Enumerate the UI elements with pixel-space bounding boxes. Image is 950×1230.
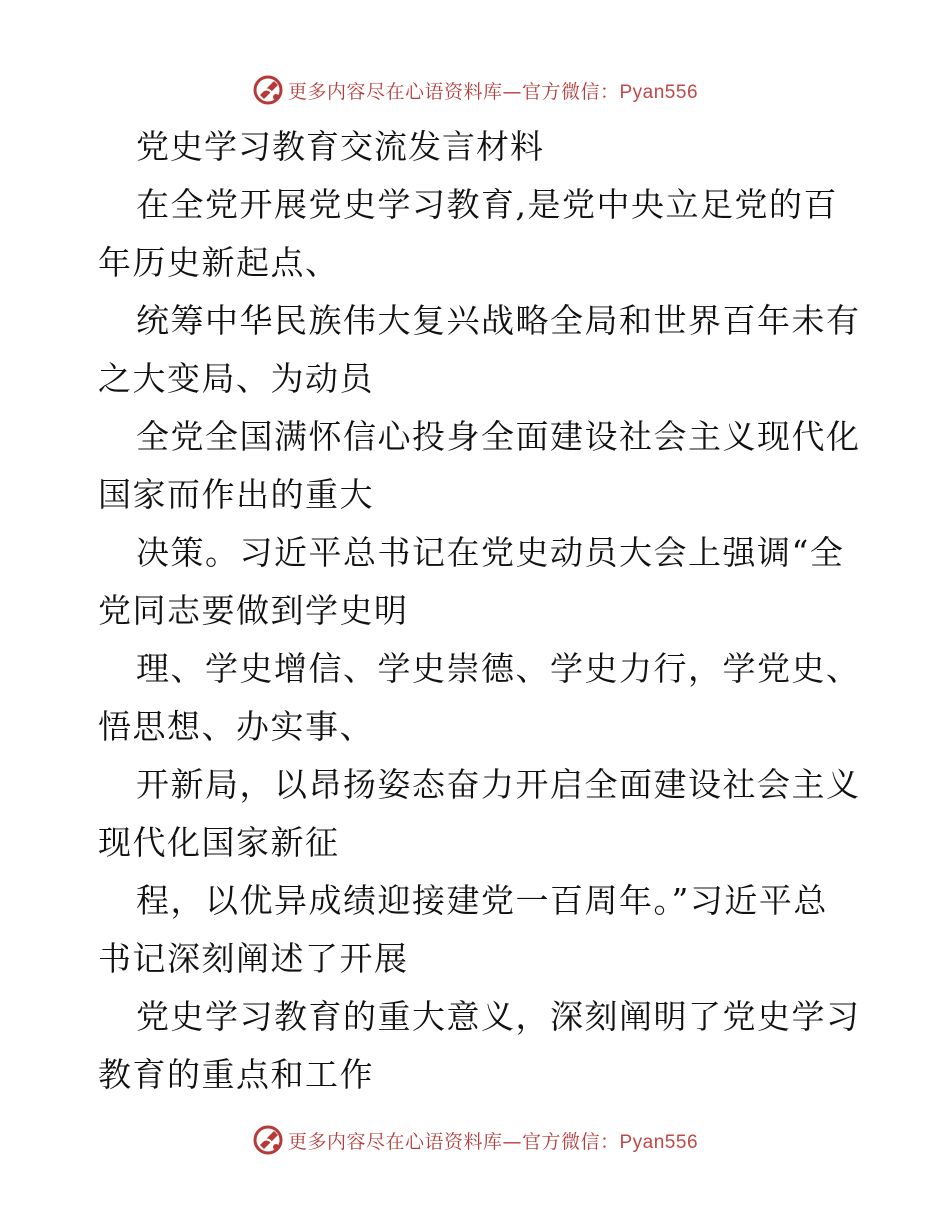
header-text xyxy=(288,77,698,104)
paragraph xyxy=(98,872,858,988)
paragraph-line: 统筹中华民族伟大复兴战略全局和世界百年未有 xyxy=(136,301,861,340)
paragraph xyxy=(98,640,861,756)
document-title: 党史学习教育交流发言材料 xyxy=(136,127,544,166)
footer-banner xyxy=(0,1120,950,1160)
paragraph-line: 年历史新起点、 xyxy=(98,243,340,282)
paragraph xyxy=(98,176,858,292)
document-body xyxy=(98,118,861,1104)
footer-site-name: 更多内容尽在心语资料库 xyxy=(287,1130,503,1153)
paragraph-line: 开新局，以昂扬姿态奋力开启全面建设社会主义 xyxy=(136,765,861,804)
header-banner xyxy=(0,70,950,110)
paragraph-line: 书记深刻阐述了开展 xyxy=(98,939,409,978)
paragraph-line: 程，以优异成绩迎接建党一百周年。”习近平总 xyxy=(136,881,828,920)
paragraph xyxy=(98,524,858,640)
paragraph-line: 之大变局、为动员 xyxy=(98,359,374,398)
footer-dash: — xyxy=(502,1130,522,1153)
paragraph xyxy=(98,756,861,872)
header-wechat-label: 官方微信： xyxy=(521,80,620,103)
paragraph xyxy=(98,408,861,524)
header-site-name: 更多内容尽在心语资料库 xyxy=(287,80,503,103)
paragraph-line: 党同志要做到学史明 xyxy=(98,591,409,630)
footer-wechat-id: Pyan556 xyxy=(619,1131,699,1153)
paragraph-line: 理、学史增信、学史崇德、学史力行，学党史、 xyxy=(136,649,861,688)
paragraph-line: 党史学习教育的重大意义，深刻阐明了党史学习 xyxy=(136,997,861,1036)
paragraph-line: 国家而作出的重大 xyxy=(98,475,374,514)
paragraph xyxy=(98,292,861,408)
paragraph xyxy=(98,988,861,1104)
footer-wechat-label: 官方微信： xyxy=(521,1130,620,1153)
paragraph-line: 教育的重点和工作 xyxy=(98,1055,374,1094)
footer-text xyxy=(288,1127,698,1154)
header-dash: — xyxy=(502,80,522,103)
paragraph-line: 决策。习近平总书记在党史动员大会上强调“全 xyxy=(136,533,845,572)
paragraph-line: 在全党开展党史学习教育,是党中央立足党的百 xyxy=(136,185,838,224)
paragraph-line: 现代化国家新征 xyxy=(98,823,340,862)
paragraph-line: 悟思想、办实事、 xyxy=(98,707,374,746)
logo-mark-icon xyxy=(252,73,286,107)
logo-mark-icon xyxy=(252,1123,286,1157)
paragraph-line: 全党全国满怀信心投身全面建设社会主义现代化 xyxy=(136,417,861,456)
header-wechat-id: Pyan556 xyxy=(619,81,699,103)
